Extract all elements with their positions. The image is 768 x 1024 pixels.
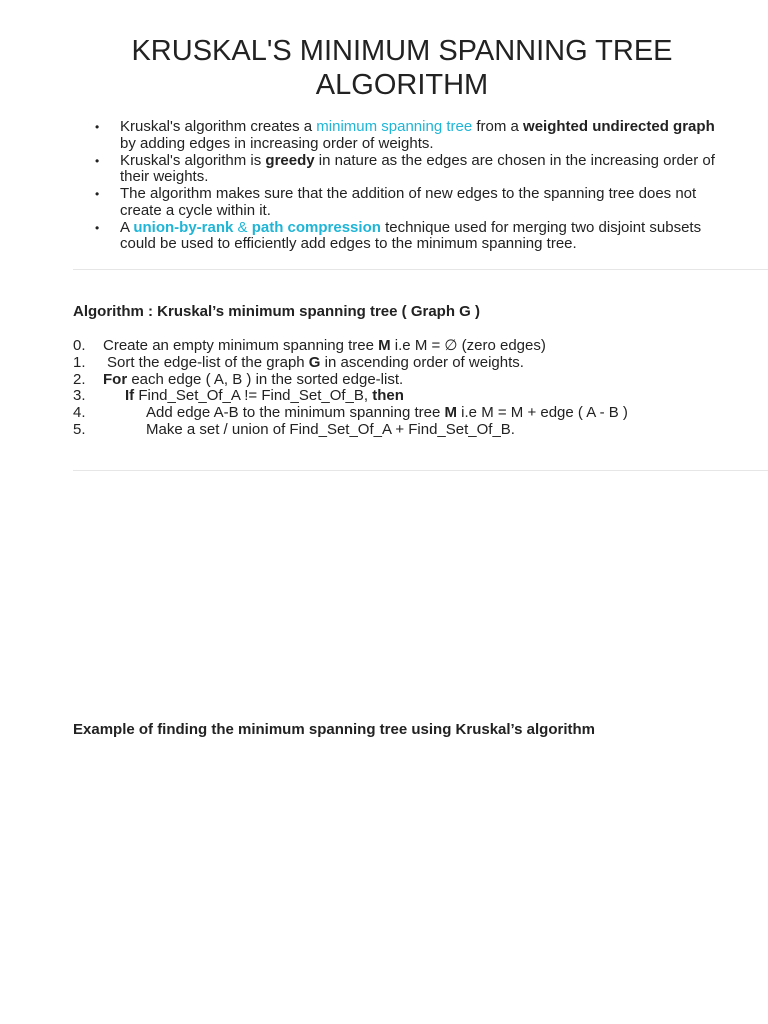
algorithm-step: 2. For each edge ( A, B ) in the sorted edge-list. <box>73 370 404 388</box>
step-number: 2. <box>73 370 86 388</box>
step-number: 5. <box>73 420 86 438</box>
intro-bullet-list <box>95 119 725 253</box>
algorithm-step: 1. Sort the edge-list of the graph G in ascending order of weights. <box>73 353 524 371</box>
bullet-dot-icon: • <box>95 153 100 168</box>
path-compression-link[interactable]: path compression <box>251 218 381 236</box>
step-number: 3. <box>73 387 86 405</box>
page-title: KRUSKAL'S MINIMUM SPANNING TREE ALGORITHM <box>131 35 673 101</box>
bullet-item: • Kruskal's algorithm is greedy in nature as the edges are chosen in the increasing order of their weights. <box>95 151 715 186</box>
step-number: 0. <box>73 337 86 354</box>
bullet-dot-icon: • <box>95 120 100 134</box>
step-number: 4. <box>73 404 86 421</box>
union-by-rank-link[interactable]: union-by-rank <box>133 218 234 236</box>
algorithm-step: 5. Make a set / union of Find_Set_Of_A + Find_Set_Of_B. <box>73 420 515 438</box>
algorithm-heading: Algorithm : Kruskal’s minimum spanning tree ( Graph G ) <box>73 303 480 320</box>
bullet-dot-icon: • <box>95 220 100 235</box>
algorithm-step: 4. Add edge A-B to the minimum spanning tree M i.e M = M + edge ( A - B ) <box>73 404 628 421</box>
algorithm-step: 3. If Find_Set_Of_A != Find_Set_Of_B, then <box>73 387 404 405</box>
step-number: 1. <box>73 353 86 371</box>
section-divider <box>73 269 768 270</box>
bullet-dot-icon: • <box>95 187 100 201</box>
minimum-spanning-tree-link[interactable]: minimum spanning tree <box>316 118 473 135</box>
ampersand: & <box>233 218 252 236</box>
algorithm-steps <box>73 338 753 439</box>
bullet-item: • Kruskal's algorithm creates a minimum spanning tree from a weighted undirected graph by adding edges in increasing order of weights. <box>95 118 715 152</box>
algorithm-step: 0. Create an empty minimum spanning tree M i.e M = ∅ (zero edges) <box>73 337 546 354</box>
example-heading: Example of finding the minimum spanning tree using Kruskal’s algorithm <box>73 721 596 738</box>
bullet-item: • The algorithm makes sure that the addition of new edges to the spanning tree does not create a cycle within it. <box>95 185 697 219</box>
bullet-item: • A union-by-rank & path compression technique used for merging two disjoint subsets could be used to efficiently add edges to the minimum spanning tree. <box>95 218 702 253</box>
section-divider <box>73 470 768 471</box>
